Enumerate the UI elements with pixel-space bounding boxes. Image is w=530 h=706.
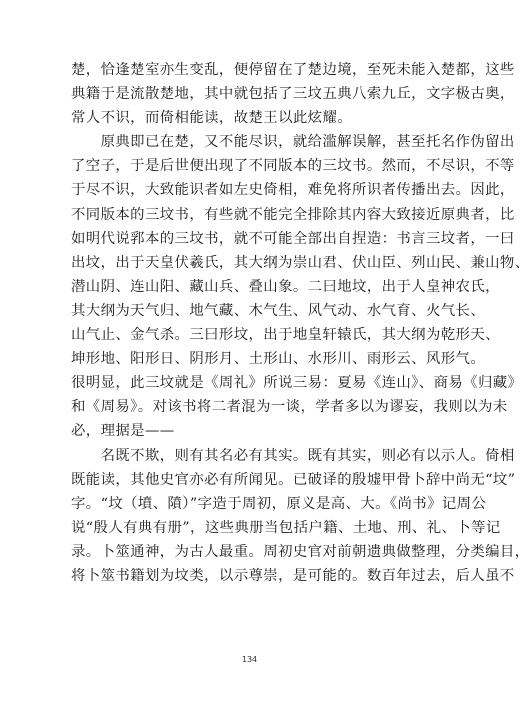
- text-line: 了空子，于是后世便出现了不同版本的三坟书。然而，不尽识，不等: [71, 158, 515, 175]
- text-line: 如明代说郛本的三坟书，就不可能全部出自捏造：书言三坟者，一曰: [71, 230, 515, 247]
- text-line: 将卜筮书籍划为坟类，以示尊崇，是可能的。数百年过去，后人虽不: [71, 567, 515, 584]
- text-line: 典籍于是流散楚地，其中就包括了三坟五典八索九丘，文字极古奥，: [71, 86, 515, 103]
- text-line: 不同版本的三坟书，有些就不能完全排除其内容大致接近原典者，比: [71, 206, 515, 223]
- text-line: 录。卜筮通神，为古人最重。周初史官对前朝遗典做整理，分类编目，: [71, 543, 530, 560]
- text-line: 和《周易》。对该书将二者混为一谈，学者多以为谬妄，我则以为未: [71, 399, 508, 416]
- text-line: 必，理据是——: [71, 423, 175, 440]
- text-line: 字。“坟（墳、隫）”字造于周初，原义是高、大。《尚书》记周公: [71, 495, 487, 512]
- text-line: 其大纲为天气归、地气藏、木气生、风气动、水气育、火气长、: [71, 302, 486, 319]
- page-number: 134: [241, 655, 258, 664]
- text-line: 出坟，出于天皇伏羲氏，其大纲为崇山君、伏山臣、列山民、兼山物、: [71, 254, 530, 271]
- text-line: 说“殷人有典有册”，这些典册当包括户籍、土地、刑、礼、卜等记: [71, 519, 501, 536]
- text-line: 常人不识，而倚相能读，故楚王以此炫耀。: [71, 110, 353, 127]
- text-line: 潜山阴、连山阳、藏山兵、叠山象。二曰地坟，出于人皇神农氏，: [71, 278, 500, 295]
- text-line: 山气止、金气杀。三曰形坟，出于地皇轩辕氏，其大纲为乾形天、: [71, 327, 500, 344]
- text-line: 于尽不识，大致能识者如左史倚相，难免将所识者传播出去。因此，: [71, 182, 515, 199]
- text-line: 坤形地、阳形日、阴形月、土形山、水形川、雨形云、风形气。: [71, 351, 486, 368]
- text-line: 原典即已在楚，又不能尽识，就给滥解误解，甚至托名作伪留出: [71, 134, 515, 151]
- text-line: 名既不欺，则有其名必有其实。既有其实，则必有以示人。倚相: [71, 447, 515, 464]
- text-line: 很明显，此三坟就是《周礼》所说三易：夏易《连山》、商易《归藏》: [71, 375, 523, 392]
- text-line: 既能读，其他史官亦必有所闻见。已破译的殷墟甲骨卜辞中尚无“坟”: [71, 471, 516, 488]
- body-text: [71, 58, 530, 588]
- text-line: 楚，恰逢楚室亦生变乱，便停留在了楚边境，至死未能入楚都，这些: [71, 62, 515, 78]
